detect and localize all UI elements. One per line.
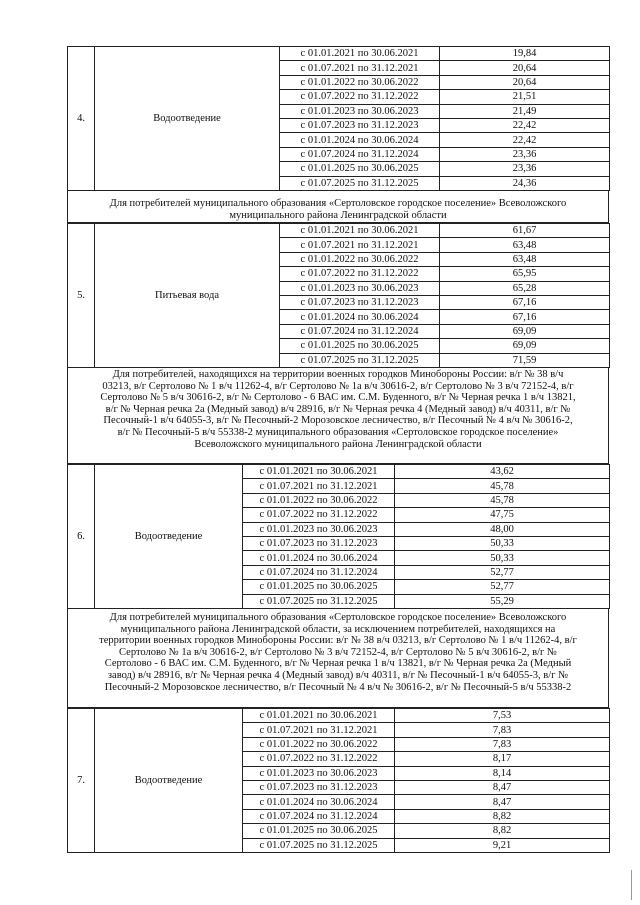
period-cell: с 01.07.2025 по 31.12.2025: [243, 594, 395, 608]
period-cell: с 01.01.2024 по 30.06.2024: [280, 133, 440, 147]
period-cell: с 01.07.2021 по 31.12.2021: [243, 479, 395, 493]
period-cell: с 01.01.2023 по 30.06.2023: [243, 766, 395, 780]
period-cell: с 01.07.2024 по 31.12.2024: [243, 565, 395, 579]
tariff-value-cell: 19,84: [440, 47, 610, 61]
note-line: в/г № Песочный-5 в/ч 55338-2 муниципального образования «Сертоловское городское поселение»: [117, 426, 559, 438]
tariff-value-cell: 45,78: [395, 479, 610, 493]
period-cell: с 01.01.2022 по 30.06.2022: [280, 75, 440, 89]
period-cell: с 01.07.2023 по 31.12.2023: [243, 536, 395, 550]
period-cell: с 01.01.2023 по 30.06.2023: [280, 104, 440, 118]
period-cell: с 01.07.2021 по 31.12.2021: [280, 61, 440, 75]
tariff-value-cell: 52,77: [395, 565, 610, 579]
tariff-row: [68, 709, 610, 723]
period-cell: с 01.01.2021 по 30.06.2021: [280, 224, 440, 238]
period-cell: с 01.07.2024 по 31.12.2024: [280, 324, 440, 338]
tariff-value-cell: 50,33: [395, 536, 610, 550]
period-cell: с 01.07.2023 по 31.12.2023: [243, 780, 395, 794]
tariff-value-cell: 7,53: [395, 709, 610, 723]
tariff-value-cell: 47,75: [395, 508, 610, 522]
tariff-value-cell: 8,47: [395, 795, 610, 809]
tariff-row: [68, 47, 610, 61]
period-cell: с 01.01.2025 по 30.06.2025: [280, 162, 440, 176]
period-cell: с 01.07.2023 по 31.12.2023: [280, 295, 440, 309]
tariff-value-cell: 21,51: [440, 90, 610, 104]
tariff-value-cell: 71,59: [440, 353, 610, 367]
period-cell: с 01.07.2025 по 31.12.2025: [280, 176, 440, 190]
service-name: Питьевая вода: [95, 224, 280, 368]
period-cell: с 01.07.2022 по 31.12.2022: [243, 752, 395, 766]
tariff-value-cell: 63,48: [440, 252, 610, 266]
tariff-value-cell: 55,29: [395, 594, 610, 608]
section-number: 4.: [68, 47, 95, 191]
tariff-table-section-5: [67, 223, 610, 368]
period-cell: с 01.01.2021 по 30.06.2021: [280, 47, 440, 61]
tariff-value-cell: 7,83: [395, 723, 610, 737]
period-cell: с 01.01.2025 по 30.06.2025: [243, 824, 395, 838]
note-line: Песочный-1 в/ч 64055-3, в/г № Песочный-2 Морозовское лесничество, в/г Песочный № 4 в/ч № 30616-2,: [103, 415, 573, 427]
service-name: Водоотведение: [95, 465, 243, 609]
consumer-note-2: [67, 367, 609, 464]
tariff-table-section-7: [67, 708, 610, 853]
tariff-value-cell: 67,16: [440, 295, 610, 309]
tariff-value-cell: 21,49: [440, 104, 610, 118]
period-cell: с 01.01.2023 по 30.06.2023: [243, 522, 395, 536]
tariff-value-cell: 43,62: [395, 465, 610, 479]
period-cell: с 01.07.2022 по 31.12.2022: [280, 267, 440, 281]
tariff-value-cell: 22,42: [440, 133, 610, 147]
tariff-row: [68, 465, 610, 479]
period-cell: с 01.01.2023 по 30.06.2023: [280, 281, 440, 295]
period-cell: с 01.01.2022 по 30.06.2022: [243, 737, 395, 751]
note-line: муниципального района Ленинградской области: [229, 209, 447, 221]
note-line: Для потребителей муниципального образования «Сертоловское городское поселение» Всеволожского: [109, 198, 567, 209]
period-cell: с 01.07.2022 по 31.12.2022: [280, 90, 440, 104]
period-cell: с 01.01.2024 по 30.06.2024: [243, 795, 395, 809]
period-cell: с 01.01.2024 по 30.06.2024: [243, 551, 395, 565]
tariff-value-cell: 22,42: [440, 118, 610, 132]
tariff-value-cell: 65,95: [440, 267, 610, 281]
note-line: Сертолово № 1а в/ч 30616-2, в/г Сертолово № 3 в/ч 72152-4, в/г Сертолово № 5 в/ч 30616-2, в/г №: [119, 646, 557, 658]
tariff-value-cell: 45,78: [395, 493, 610, 507]
section-number: 5.: [68, 224, 95, 368]
tariff-value-cell: 8,82: [395, 809, 610, 823]
tariff-value-cell: 8,17: [395, 752, 610, 766]
tariff-value-cell: 69,09: [440, 339, 610, 353]
tariff-value-cell: 8,14: [395, 766, 610, 780]
period-cell: с 01.07.2021 по 31.12.2021: [280, 238, 440, 252]
tariff-value-cell: 61,67: [440, 224, 610, 238]
consumer-note-1: [67, 190, 609, 223]
tariff-value-cell: 69,09: [440, 324, 610, 338]
tariff-value-cell: 7,83: [395, 737, 610, 751]
period-cell: с 01.01.2022 по 30.06.2022: [280, 252, 440, 266]
note-line: завод) в/ч 28916, в/г № Черная речка 4 (Медный завод) в/ч 40311, в/г № Песочный-1 в/ч 64055-3, в/г №: [107, 669, 569, 681]
tariff-value-cell: 24,36: [440, 176, 610, 190]
period-cell: с 01.07.2025 по 31.12.2025: [243, 838, 395, 852]
consumer-note-3: [67, 608, 609, 708]
tariff-value-cell: 8,47: [395, 780, 610, 794]
tariff-value-cell: 63,48: [440, 238, 610, 252]
tariff-value-cell: 9,21: [395, 838, 610, 852]
note-line: Для потребителей, находящихся на территории военных городков Минобороны России: в/г № 38 в/ч: [112, 369, 564, 380]
period-cell: с 01.07.2024 по 31.12.2024: [280, 147, 440, 161]
period-cell: с 01.07.2022 по 31.12.2022: [243, 508, 395, 522]
tariff-value-cell: 20,64: [440, 61, 610, 75]
note-line: Всеволожского муниципального района Ленинградской области: [194, 438, 482, 450]
tariff-value-cell: 20,64: [440, 75, 610, 89]
period-cell: с 01.01.2022 по 30.06.2022: [243, 493, 395, 507]
note-line: в/г № Черная речка 2а (Медный завод) в/ч 28916, в/г № Черная речка 4 (Медный завод) в/ч 40311, в/г №: [105, 403, 571, 415]
period-cell: с 01.07.2021 по 31.12.2021: [243, 723, 395, 737]
tariff-value-cell: 65,28: [440, 281, 610, 295]
tariff-value-cell: 67,16: [440, 310, 610, 324]
tariff-value-cell: 8,82: [395, 824, 610, 838]
note-line: 03213, в/г Сертолово № 1 в/ч 11262-4, в/г Сертолово № 1а в/ч 30616-2, в/г Сертолово № 3 в/ч 72152-4, в/г: [102, 380, 574, 392]
note-line: Песочный-2 Морозовское лесничество, в/г Песочный № 4 в/ч № 30616-2, в/г № Песочный-5 в/ч 55338-2: [104, 681, 572, 693]
period-cell: с 01.07.2025 по 31.12.2025: [280, 353, 440, 367]
period-cell: с 01.01.2021 по 30.06.2021: [243, 709, 395, 723]
period-cell: с 01.01.2024 по 30.06.2024: [280, 310, 440, 324]
period-cell: с 01.01.2021 по 30.06.2021: [243, 465, 395, 479]
section-number: 6.: [68, 465, 95, 609]
scan-edge-mark: [631, 870, 632, 900]
service-name: Водоотведение: [95, 47, 280, 191]
period-cell: с 01.07.2023 по 31.12.2023: [280, 118, 440, 132]
tariff-row: [68, 224, 610, 238]
note-line: муниципального района Ленинградской области, за исключением потребителей, находящихся на: [120, 623, 556, 635]
period-cell: с 01.01.2025 по 30.06.2025: [280, 339, 440, 353]
service-name: Водоотведение: [95, 709, 243, 853]
tariff-value-cell: 52,77: [395, 580, 610, 594]
period-cell: с 01.01.2025 по 30.06.2025: [243, 580, 395, 594]
tariff-value-cell: 50,33: [395, 551, 610, 565]
tariff-value-cell: 23,36: [440, 147, 610, 161]
tariff-table-section-4: [67, 46, 610, 191]
tariff-value-cell: 48,00: [395, 522, 610, 536]
period-cell: с 01.07.2024 по 31.12.2024: [243, 809, 395, 823]
note-line: Для потребителей муниципального образования «Сертоловское городское поселение» Всеволожского: [109, 612, 567, 623]
tariff-table-section-6: [67, 464, 610, 609]
note-line: Сертолово - 6 ВАС им. С.М. Буденного, в/г № Черная речка 1 в/ч 13821, в/г № Черная речка 2а (Медный: [104, 658, 572, 670]
section-number: 7.: [68, 709, 95, 853]
note-line: Сертолово № 5 в/ч 30616-2, в/г № Сертолово - 6 ВАС им. С.М. Буденного, в/г № Черная речка 1 в/ч 13821,: [100, 392, 576, 404]
note-line: территории военных городков Минобороны России: в/г № 38 в/ч 03213, в/г Сертолово № 1 в/ч 11262-4, в/г: [99, 635, 577, 647]
tariff-value-cell: 23,36: [440, 162, 610, 176]
